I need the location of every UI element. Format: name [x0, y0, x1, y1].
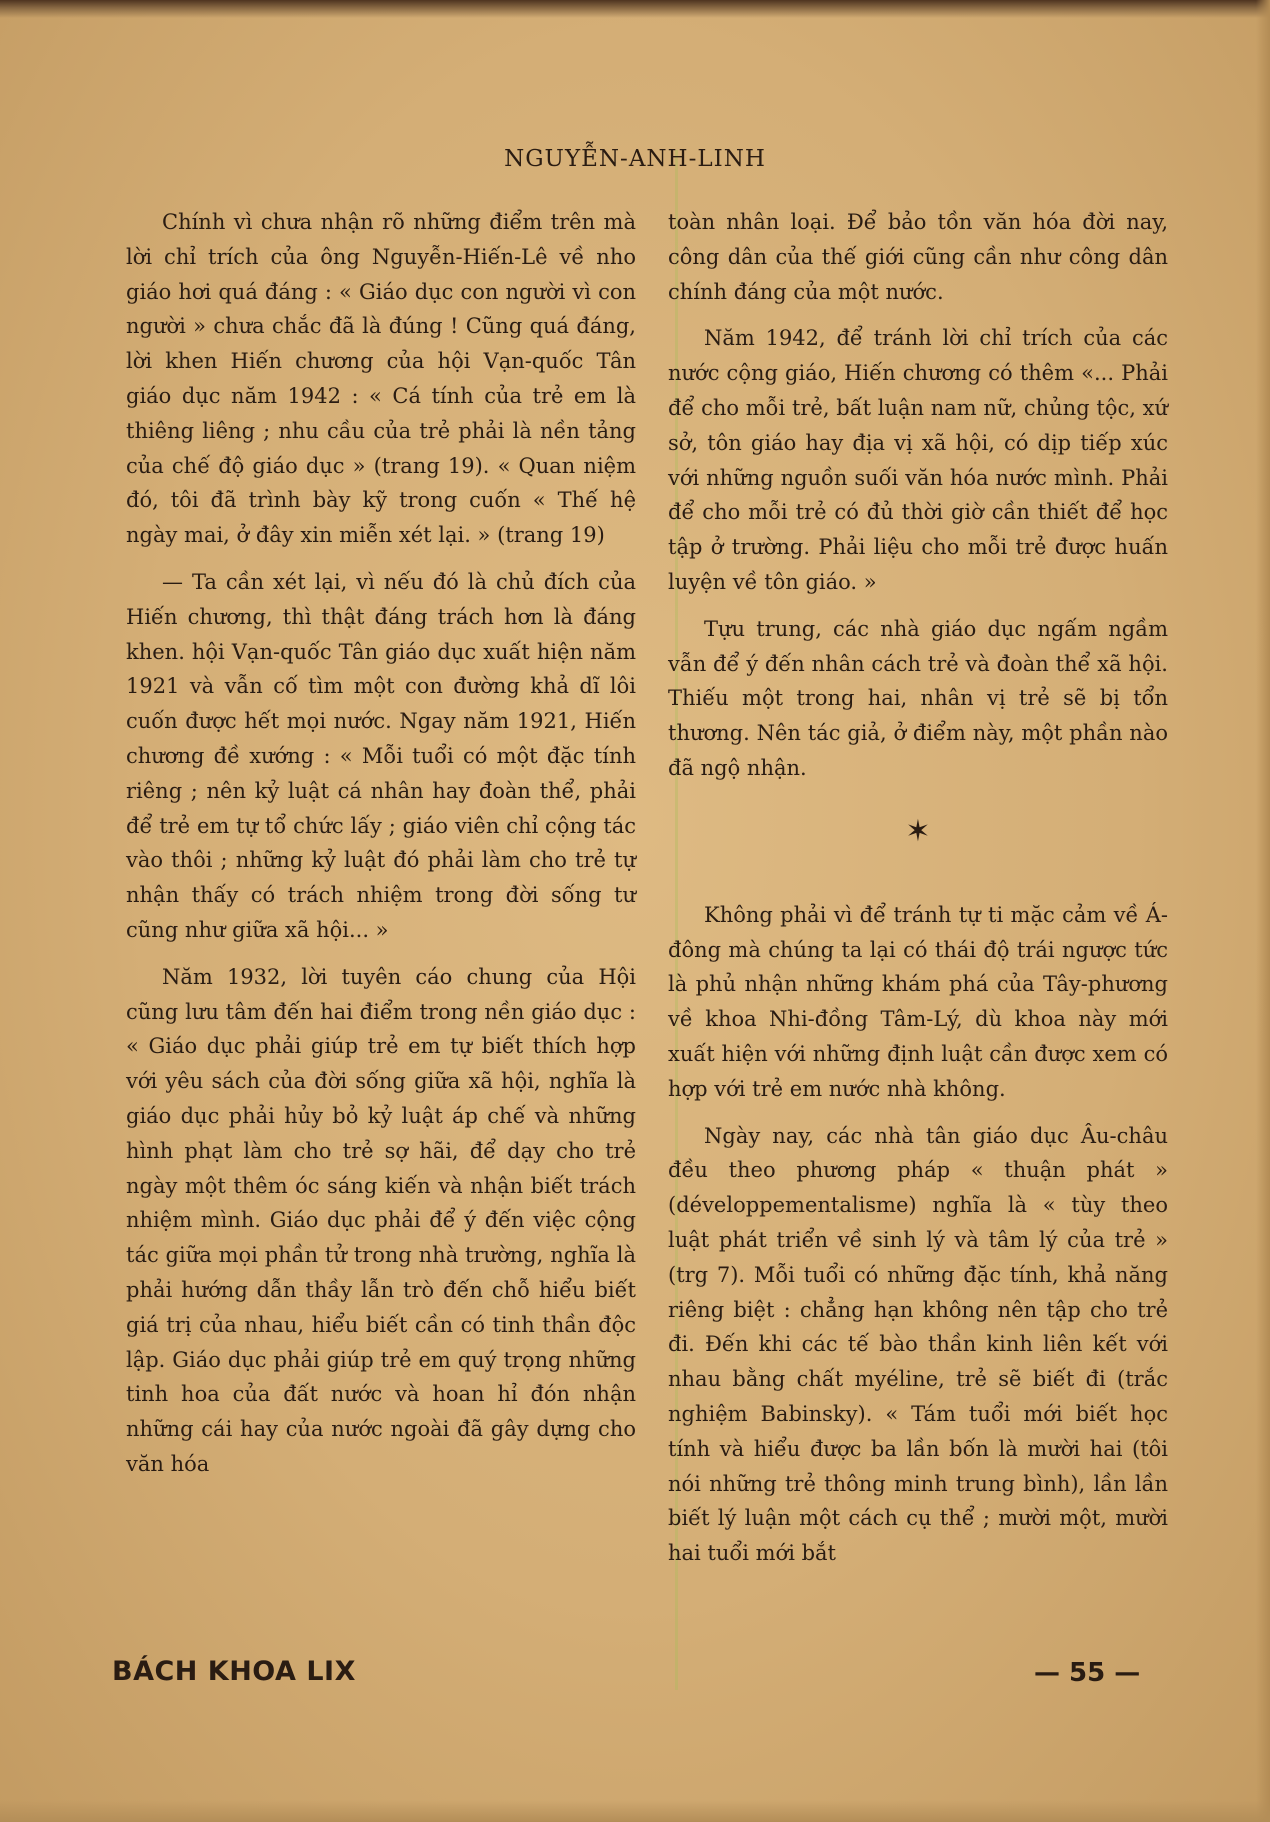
- paragraph: Chính vì chưa nhận rõ những điểm trên mà lời chỉ trích của ông Nguyễn-Hiến-Lê về nho giáo hơi quá đáng : « Giáo dục con người vì con người » chưa chắc đã là đúng ! Cũng quá đáng, lời khen Hiến chương của hội Vạn-quốc Tân giáo dục năm 1942 : « Cá tính của trẻ em là thiêng liêng ; nhu cầu của trẻ phải là nền tảng của chế độ giáo dục » (trang 19). « Quan niệm đó, tôi đã trình bày kỹ trong cuốn « Thế hệ ngày mai, ở đây xin miễn xét lại. » (trang 19): [126, 210, 636, 548]
- page-top-edge: [0, 0, 1270, 18]
- running-head: NGUYỄN-ANH-LINH: [504, 146, 766, 172]
- paragraph: Ngày nay, các nhà tân giáo dục Âu-châu đều theo phương pháp « thuận phát » (développementalisme) nghĩa là « tùy theo luật phát triển về sinh lý và tâm lý của trẻ » (trg 7). Mỗi tuổi có những đặc tính, khả năng riêng biệt : chẳng hạn không nên tập cho trẻ đi. Đến khi các tế bào thần kinh liên kết với nhau bằng chất myéline, trẻ sẽ biết đi (trắc nghiệm Babinsky). « Tám tuổi mới biết học tính và hiểu được ba lần bốn là mười hai (tôi nói những trẻ thông minh trung bình), lần lần biết lý luận một cách cụ thể ; mười một, mười hai tuổi mới bắt: [668, 1123, 1168, 1566]
- paragraph: — Ta cần xét lại, vì nếu đó là chủ đích của Hiến chương, thì thật đáng trách hơn là đáng khen. hội Vạn-quốc Tân giáo dục xuất hiện năm 1921 và vẫn cố tìm một con đường khả dĩ lôi cuốn được hết mọi nước. Ngay năm 1921, Hiến chương đề xướng : « Mỗi tuổi có một đặc tính riêng ; nên kỷ luật cá nhân hay đoàn thể, phải để trẻ em tự tổ chức lấy ; giáo viên chỉ cộng tác vào thôi ; những kỷ luật đó phải làm cho trẻ tự nhận thấy có trách nhiệm trong đời sống tư cũng như giữa xã hội... »: [126, 569, 636, 942]
- page-bottom-edge: [0, 1800, 1270, 1822]
- paragraph: Năm 1942, để tránh lời chỉ trích của các nước cộng giáo, Hiến chương có thêm «... Phải để cho mỗi trẻ, bất luận nam nữ, chủng tộc, xứ sở, tôn giáo hay địa vị xã hội, có dịp tiếp xúc với những nguồn suối văn hóa nước mình. Phải để cho mỗi trẻ có đủ thời giờ cần thiết để học tập ở trường. Phải liệu cho mỗi trẻ được huấn luyện về tôn giáo. »: [668, 326, 1168, 594]
- page-number: — 55 —: [1034, 1658, 1141, 1688]
- paragraph-continuation: toàn nhân loại. Để bảo tồn văn hóa đời nay, công dân của thế giới cũng cần như công dân chính đáng của một nước.: [668, 210, 1168, 304]
- section-separator-star-icon: ✶: [905, 813, 931, 849]
- left-column: [126, 205, 636, 1494]
- paragraph: Không phải vì để tránh tự ti mặc cảm về Á-đông mà chúng ta lại có thái độ trái ngược tức là phủ nhận những khám phá của Tây-phương về khoa Nhi-đồng Tâm-Lý, dù khoa này mới xuất hiện với những định luật cần được xem có hợp với trẻ em nước nhà không.: [668, 902, 1168, 1101]
- paragraph: Năm 1932, lời tuyên cáo chung của Hội cũng lưu tâm đến hai điểm trong nền giáo dục : « Giáo dục phải giúp trẻ em tự biết thích hợp với yêu sách của đời sống giữa xã hội, nghĩa là giáo dục phải hủy bỏ kỷ luật áp chế và những hình phạt làm cho trẻ sợ hãi, để dạy cho trẻ ngày một thêm óc sáng kiến và nhận biết trách nhiệm mình. Giáo dục phải để ý đến việc cộng tác giữa mọi phần tử trong nhà trường, nghĩa là phải hướng dẫn thầy lẫn trò đến chỗ hiểu biết giá trị của nhau, hiểu biết cần có tinh thần độc lập. Giáo dục phải giúp trẻ em quý trọng những tinh hoa của đất nước và hoan hỉ đón nhận những cái hay của nước ngoài đã gây dựng cho văn hóa: [126, 964, 636, 1476]
- paragraph: Tựu trung, các nhà giáo dục ngấm ngầm vẫn để ý đến nhân cách trẻ và đoàn thể xã hội. Thiếu một trong hai, nhân vị trẻ sẽ bị tổn thương. Nên tác giả, ở điểm này, một phần nào đã ngộ nhận.: [668, 616, 1168, 780]
- page-right-edge: [1256, 0, 1270, 1822]
- publication-footer: BÁCH KHOA LIX: [112, 1656, 356, 1687]
- right-column: [668, 205, 1168, 1583]
